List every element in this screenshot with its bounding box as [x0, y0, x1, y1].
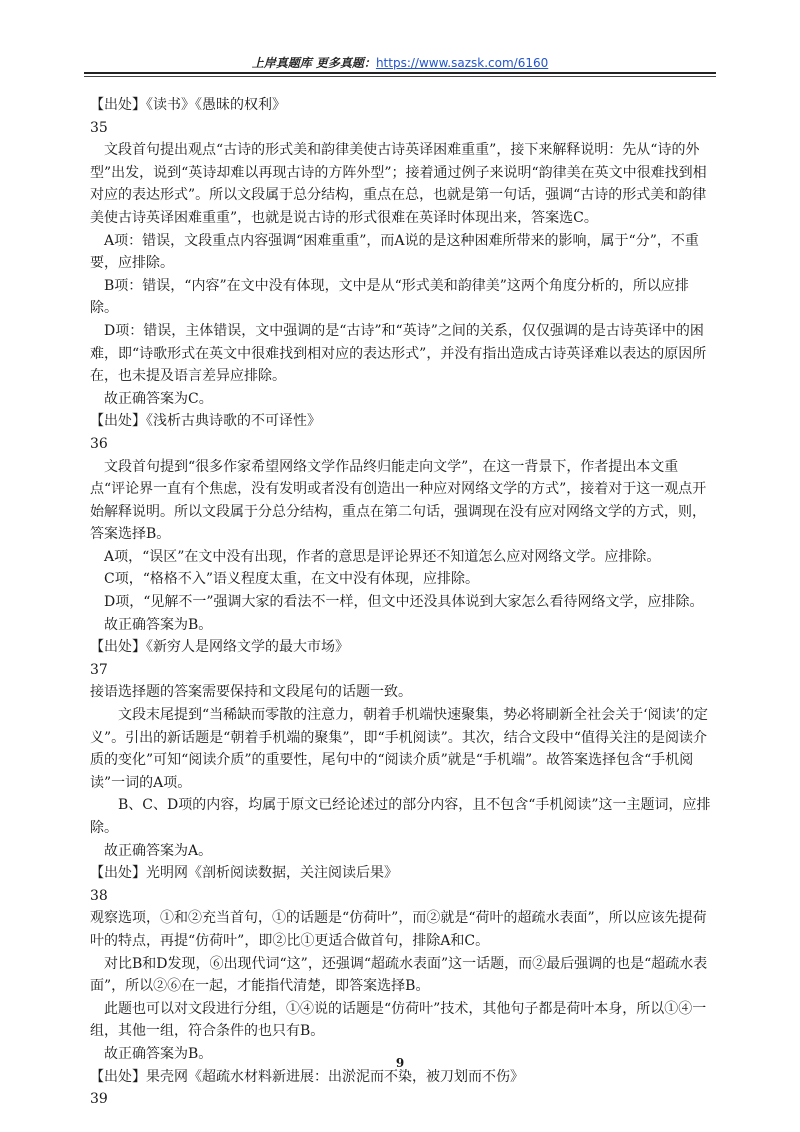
paragraph: D项，“见解不一”强调大家的看法不一样，但文中还没具体说到大家怎么看待网络文学，应排除。 — [104, 594, 704, 611]
page-number: 9 — [395, 1056, 405, 1070]
source-line: 【出处】《读书》《愚昧的权利》 — [90, 97, 286, 113]
question-number: 39 — [90, 1091, 108, 1108]
question-number: 35 — [90, 119, 108, 136]
paragraph: 文段首句提出观点“古诗的形式美和韵律美使古诗英译困难重重”，接下来解释说明：先从“诗的外型”出发，说到“英诗却难以再现古诗的方阵外型”；接着通过例子来说明“韵律美在英文中很难找到相对应的表达形式”。所以文段属于总分结构，重点在总，也就是第一句话，强调“古诗的形式美和韵律美使古诗英译困难重重”，也就是说古诗的形式很难在英译时体现出来，答案选C。 — [90, 142, 707, 226]
paragraph: B项：错误，“内容”在文中没有体现，文中是从“形式美和韵律美”这两个角度分析的，所以应排除。 — [90, 277, 689, 317]
paragraph: C项，“格格不入”语义程度太重，在文中没有体现，应排除。 — [104, 571, 480, 588]
answer-line: 故正确答案为B。 — [104, 616, 213, 633]
question-number: 38 — [90, 887, 108, 904]
source-line: 【出处】《新穷人是网络文学的最大市场》 — [90, 639, 349, 656]
header-link[interactable]: https://www.sazsk.com/6160 — [375, 56, 549, 70]
header-rule-thick — [84, 72, 716, 74]
paragraph: 文段末尾提到“当稀缺而零散的注意力，朝着手机端快速聚集，势必将刷新全社会关于‘阅读’的定义”。引出的新话题是“朝着手机端的聚集”，即“手机阅读”。其次，结合文段中“值得关注的是阅读介质的变化”可知“阅读介质”的重要性，尾句中的“阅读介质”就是“手机端”。故答案选择包含“手机阅读”一词的A项。 — [90, 707, 709, 791]
source-line: 【出处】《浅析古典诗歌的不可译性》 — [90, 413, 321, 430]
header-rule-thin — [84, 76, 716, 77]
answer-line: 故正确答案为C。 — [104, 390, 213, 407]
answer-line: 故正确答案为A。 — [104, 842, 213, 859]
paragraph: 对比B和D发现，⑥出现代词“这”，还强调“超疏水表面”这一话题，而②最后强调的也是“超疏水表面”，所以②⑥在一起，才能指代清楚，即答案选择B。 — [90, 955, 708, 995]
paragraph: 接语选择题的答案需要保持和文段尾句的话题一致。 — [90, 684, 412, 701]
question-number: 37 — [90, 661, 108, 678]
source-line: 【出处】光明网《剖析阅读数据，关注阅读后果》 — [90, 865, 398, 882]
paragraph: 文段首句提到“很多作家希望网络文学作品终归能走向文学”，在这一背景下，作者提出本文重点“评论界一直有个焦虑，没有发明或者没有创造出一种应对网络文学的方式”，接着对于这一观点开始解释说明。所以文段属于分总分结构，重点在第二句话，强调现在没有应对网络文学的方式，则，答案选择B。 — [90, 458, 707, 543]
answer-line: 故正确答案为B。 — [104, 1045, 213, 1062]
source-line: 【出处】果壳网《超疏水材料新进展：出淤泥而不染，被刀划而不伤》 — [90, 1068, 524, 1085]
header-label: 上岸真题库 更多真题： — [251, 56, 376, 70]
document-body — [90, 94, 712, 1111]
paragraph: A项：错误，文段重点内容强调“困难重重”，而A说的是这种困难所带来的影响，属于“分”，不重要，应排除。 — [90, 232, 699, 272]
paragraph: 观察选项，①和②充当首句，①的话题是“仿荷叶”，而②就是“荷叶的超疏水表面”，所以应该先提荷叶的特点，再提“仿荷叶”，即②比①更适合做首句，排除A和C。 — [90, 910, 707, 949]
page-header — [0, 54, 800, 71]
paragraph: D项：错误，主体错误，文中强调的是“古诗”和“英诗”之间的关系，仅仅强调的是古诗英译中的困难，即“诗歌形式在英文中很难找到相对应的表达形式”，并没有指出造成古诗英译难以表达的原因所在，也未提及语言差异应排除。 — [90, 322, 707, 385]
paragraph: 此题也可以对文段进行分组，①④说的话题是“仿荷叶”技术，其他句子都是荷叶本身，所以①④一组，其他一组，符合条件的也只有B。 — [90, 1000, 707, 1040]
paragraph: B、C、D项的内容，均属于原文已经论述过的部分内容，且不包含“手机阅读”这一主题词，应排除。 — [90, 797, 711, 836]
question-number: 36 — [90, 435, 108, 452]
paragraph: A项，“误区”在文中没有出现，作者的意思是评论界还不知道怎么应对网络文学。应排除。 — [104, 548, 661, 565]
